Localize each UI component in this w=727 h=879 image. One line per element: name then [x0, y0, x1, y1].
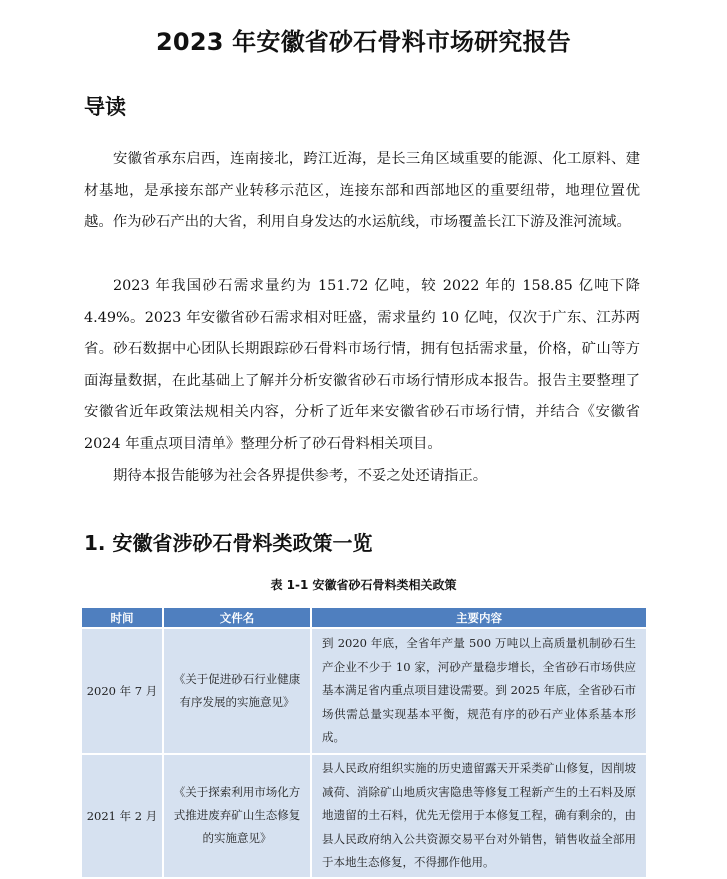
- intro-paragraph-1-block: [84, 144, 640, 239]
- intro-paragraph-1: 安徽省承东启西，连南接北，跨江近海，是长三角区域重要的能源、化工原料、建材基地，是承接东部产业转移示范区，连接东部和西部地区的重要纽带，地理位置优越。作为砂石产出的大省，利用自身发达的水运航线，市场覆盖长江下游及淮河流域。: [84, 151, 640, 230]
- policy-table: [80, 606, 648, 879]
- intro-paragraph-2-block: [84, 271, 640, 460]
- table-header-row: [82, 608, 646, 627]
- intro-heading: 导读: [84, 95, 126, 119]
- table-row: [82, 629, 646, 753]
- header-content: 主要内容: [312, 608, 646, 627]
- cell-time: 2021 年 2 月: [82, 755, 162, 877]
- intro-paragraph-3: 期待本报告能够为社会各界提供参考，不妥之处还请指正。: [113, 468, 488, 484]
- intro-paragraph-2: 2023 年我国砂石需求量约为 151.72 亿吨，较 2022 年的 158.85 亿吨下降 4.49%。2023 年安徽省砂石需求相对旺盛，需求量约 10 亿吨，仅次于广东、江苏两省。砂石数据中心团队长期跟踪砂石骨料市场行情，拥有包括需求量，价格，矿山等方面海量数据，在此基础上了解并分析安徽省砂石市场行情形成本报告。报告主要整理了安徽省近年政策法规相关内容，分析了近年来安徽省砂石市场行情，并结合《安徽省 2024 年重点项目清单》整理分析了砂石骨料相关项目。: [84, 278, 640, 452]
- cell-document: 《关于促进砂石行业健康有序发展的实施意见》: [164, 629, 310, 753]
- intro-paragraph-3-block: [84, 461, 640, 493]
- section-heading: 1. 安徽省涉砂石骨料类政策一览: [84, 531, 373, 555]
- cell-time: 2020 年 7 月: [82, 629, 162, 753]
- table-row: [82, 755, 646, 877]
- table-caption: 表 1-1 安徽省砂石骨料类相关政策: [270, 578, 457, 592]
- cell-document: 《关于探索利用市场化方式推进废弃矿山生态修复的实施意见》: [164, 755, 310, 877]
- cell-content: 到 2020 年底，全省年产量 500 万吨以上高质量机制砂石生产企业不少于 10 家，河砂产量稳步增长，全省砂石市场供应基本满足省内重点项目建设需要。到 2025 年底，全省砂石市场供需总量实现基本平衡，规范有序的砂石产业体系基本形成。: [312, 629, 646, 753]
- report-title: 2023 年安徽省砂石骨料市场研究报告: [156, 28, 571, 56]
- header-time: 时间: [82, 608, 162, 627]
- header-document: 文件名: [164, 608, 310, 627]
- cell-content: 县人民政府组织实施的历史遗留露天开采类矿山修复，因削坡减荷、消除矿山地质灾害隐患等修复工程新产生的土石料及原地遗留的土石料，优先无偿用于本修复工程，确有剩余的，由县人民政府纳入公共资源交易平台对外销售，销售收益全部用于本地生态修复，不得挪作他用。: [312, 755, 646, 877]
